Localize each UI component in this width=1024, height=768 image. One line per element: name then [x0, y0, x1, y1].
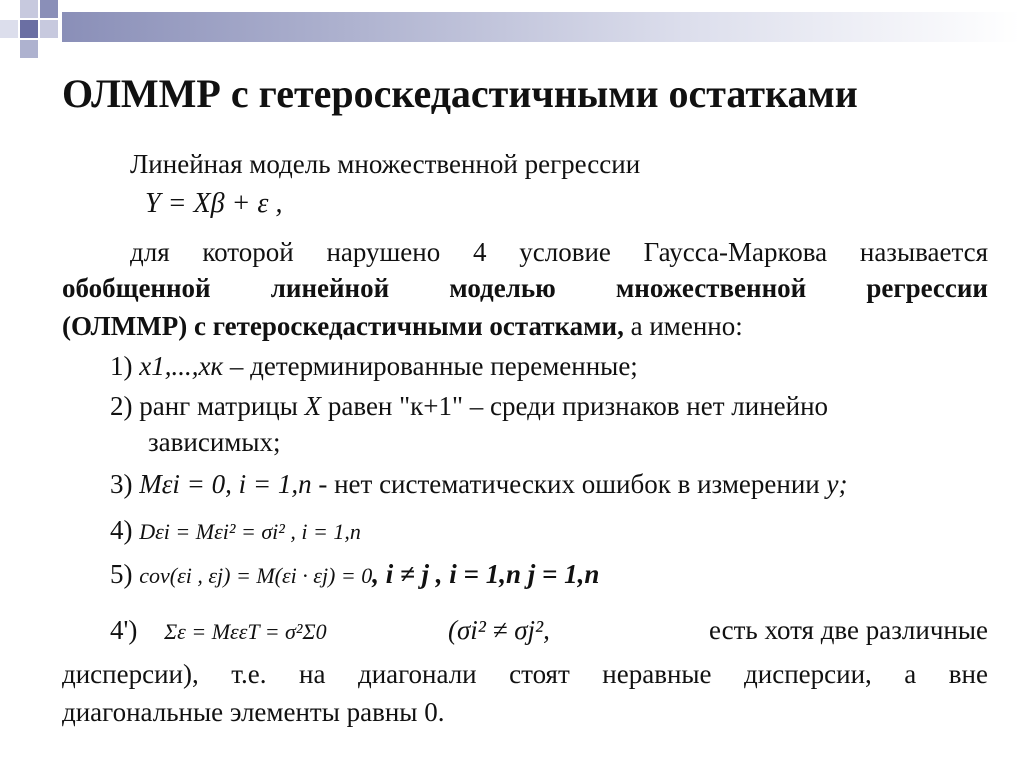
- item-3-equation: Mεi = 0: [139, 469, 226, 499]
- item-4-prime: [110, 614, 327, 648]
- item-5-equation: cov(εi , εj) = M(εi · εj) = 0: [139, 563, 373, 588]
- item-3: [110, 468, 847, 500]
- item-2-text-a: ранг матрицы: [139, 391, 298, 421]
- item-5-condition: , i ≠ j , i = 1,n j = 1,n: [372, 559, 600, 589]
- header-gradient-bar: [62, 12, 1020, 42]
- text-line-3-bold: (ОЛММР) с гетероскедастичными остатками,: [62, 311, 624, 341]
- item-5-number: 5): [110, 559, 133, 589]
- item-5: [110, 558, 599, 592]
- text-line-3-rest: а именно:: [623, 311, 743, 341]
- item-4-equation: Dεi = Mεi² = σi² , i = 1,n: [139, 519, 361, 544]
- item-3-y: y;: [826, 469, 848, 499]
- item-2-matrix: X: [304, 391, 322, 421]
- item-2-text-b: равен "к+1" – среди признаков нет линейно: [327, 391, 829, 421]
- item-1-text: – детерминированные переменные;: [223, 351, 638, 381]
- slide-title: ОЛММР с гетероскедастичными остатками: [62, 71, 858, 116]
- item-4-prime-open: [448, 614, 550, 646]
- item-3-range: , i = 1,n: [225, 469, 312, 499]
- item-4-prime-number: 4'): [110, 615, 138, 645]
- text-line-last-2: диагональные элементы равны 0.: [62, 697, 445, 727]
- item-2: [110, 390, 988, 422]
- model-equation: Y = Xβ + ε ,: [145, 188, 283, 219]
- text-line-3: [62, 310, 743, 342]
- text-line-1: для которой нарушено 4 условие Гаусса-Маркова называется: [130, 237, 988, 267]
- item-3-text: - нет систематических ошибок в измерении: [311, 469, 820, 499]
- decor-square: [20, 20, 38, 38]
- decor-square: [20, 40, 38, 58]
- decor-square: [20, 0, 38, 18]
- item-2-continued: зависимых;: [148, 427, 281, 457]
- item-1-number: 1): [110, 351, 133, 381]
- item-4-prime-text: есть хотя две различные: [708, 615, 988, 645]
- intro-text: Линейная модель множественной регрессии: [130, 149, 641, 179]
- text-line-2: обобщенной линейной моделью множественной регрессии: [62, 273, 988, 303]
- item-3-number: 3): [110, 469, 133, 499]
- decor-square: [40, 0, 58, 18]
- text-line-last-1: дисперсии), т.е. на диагонали стоят неравные дисперсии, а вне: [62, 659, 988, 689]
- item-1: [110, 350, 638, 382]
- item-4-number: 4): [110, 515, 133, 545]
- decor-square: [0, 20, 18, 38]
- item-4-prime-equation: Σε = MεεT = σ²Σ0: [164, 619, 327, 644]
- variance-inequality: (σi² ≠ σj²,: [448, 615, 550, 645]
- item-1-vars: x1,...,xк: [139, 351, 224, 381]
- item-4: [110, 514, 361, 548]
- decor-square: [40, 20, 58, 38]
- item-2-number: 2): [110, 391, 133, 421]
